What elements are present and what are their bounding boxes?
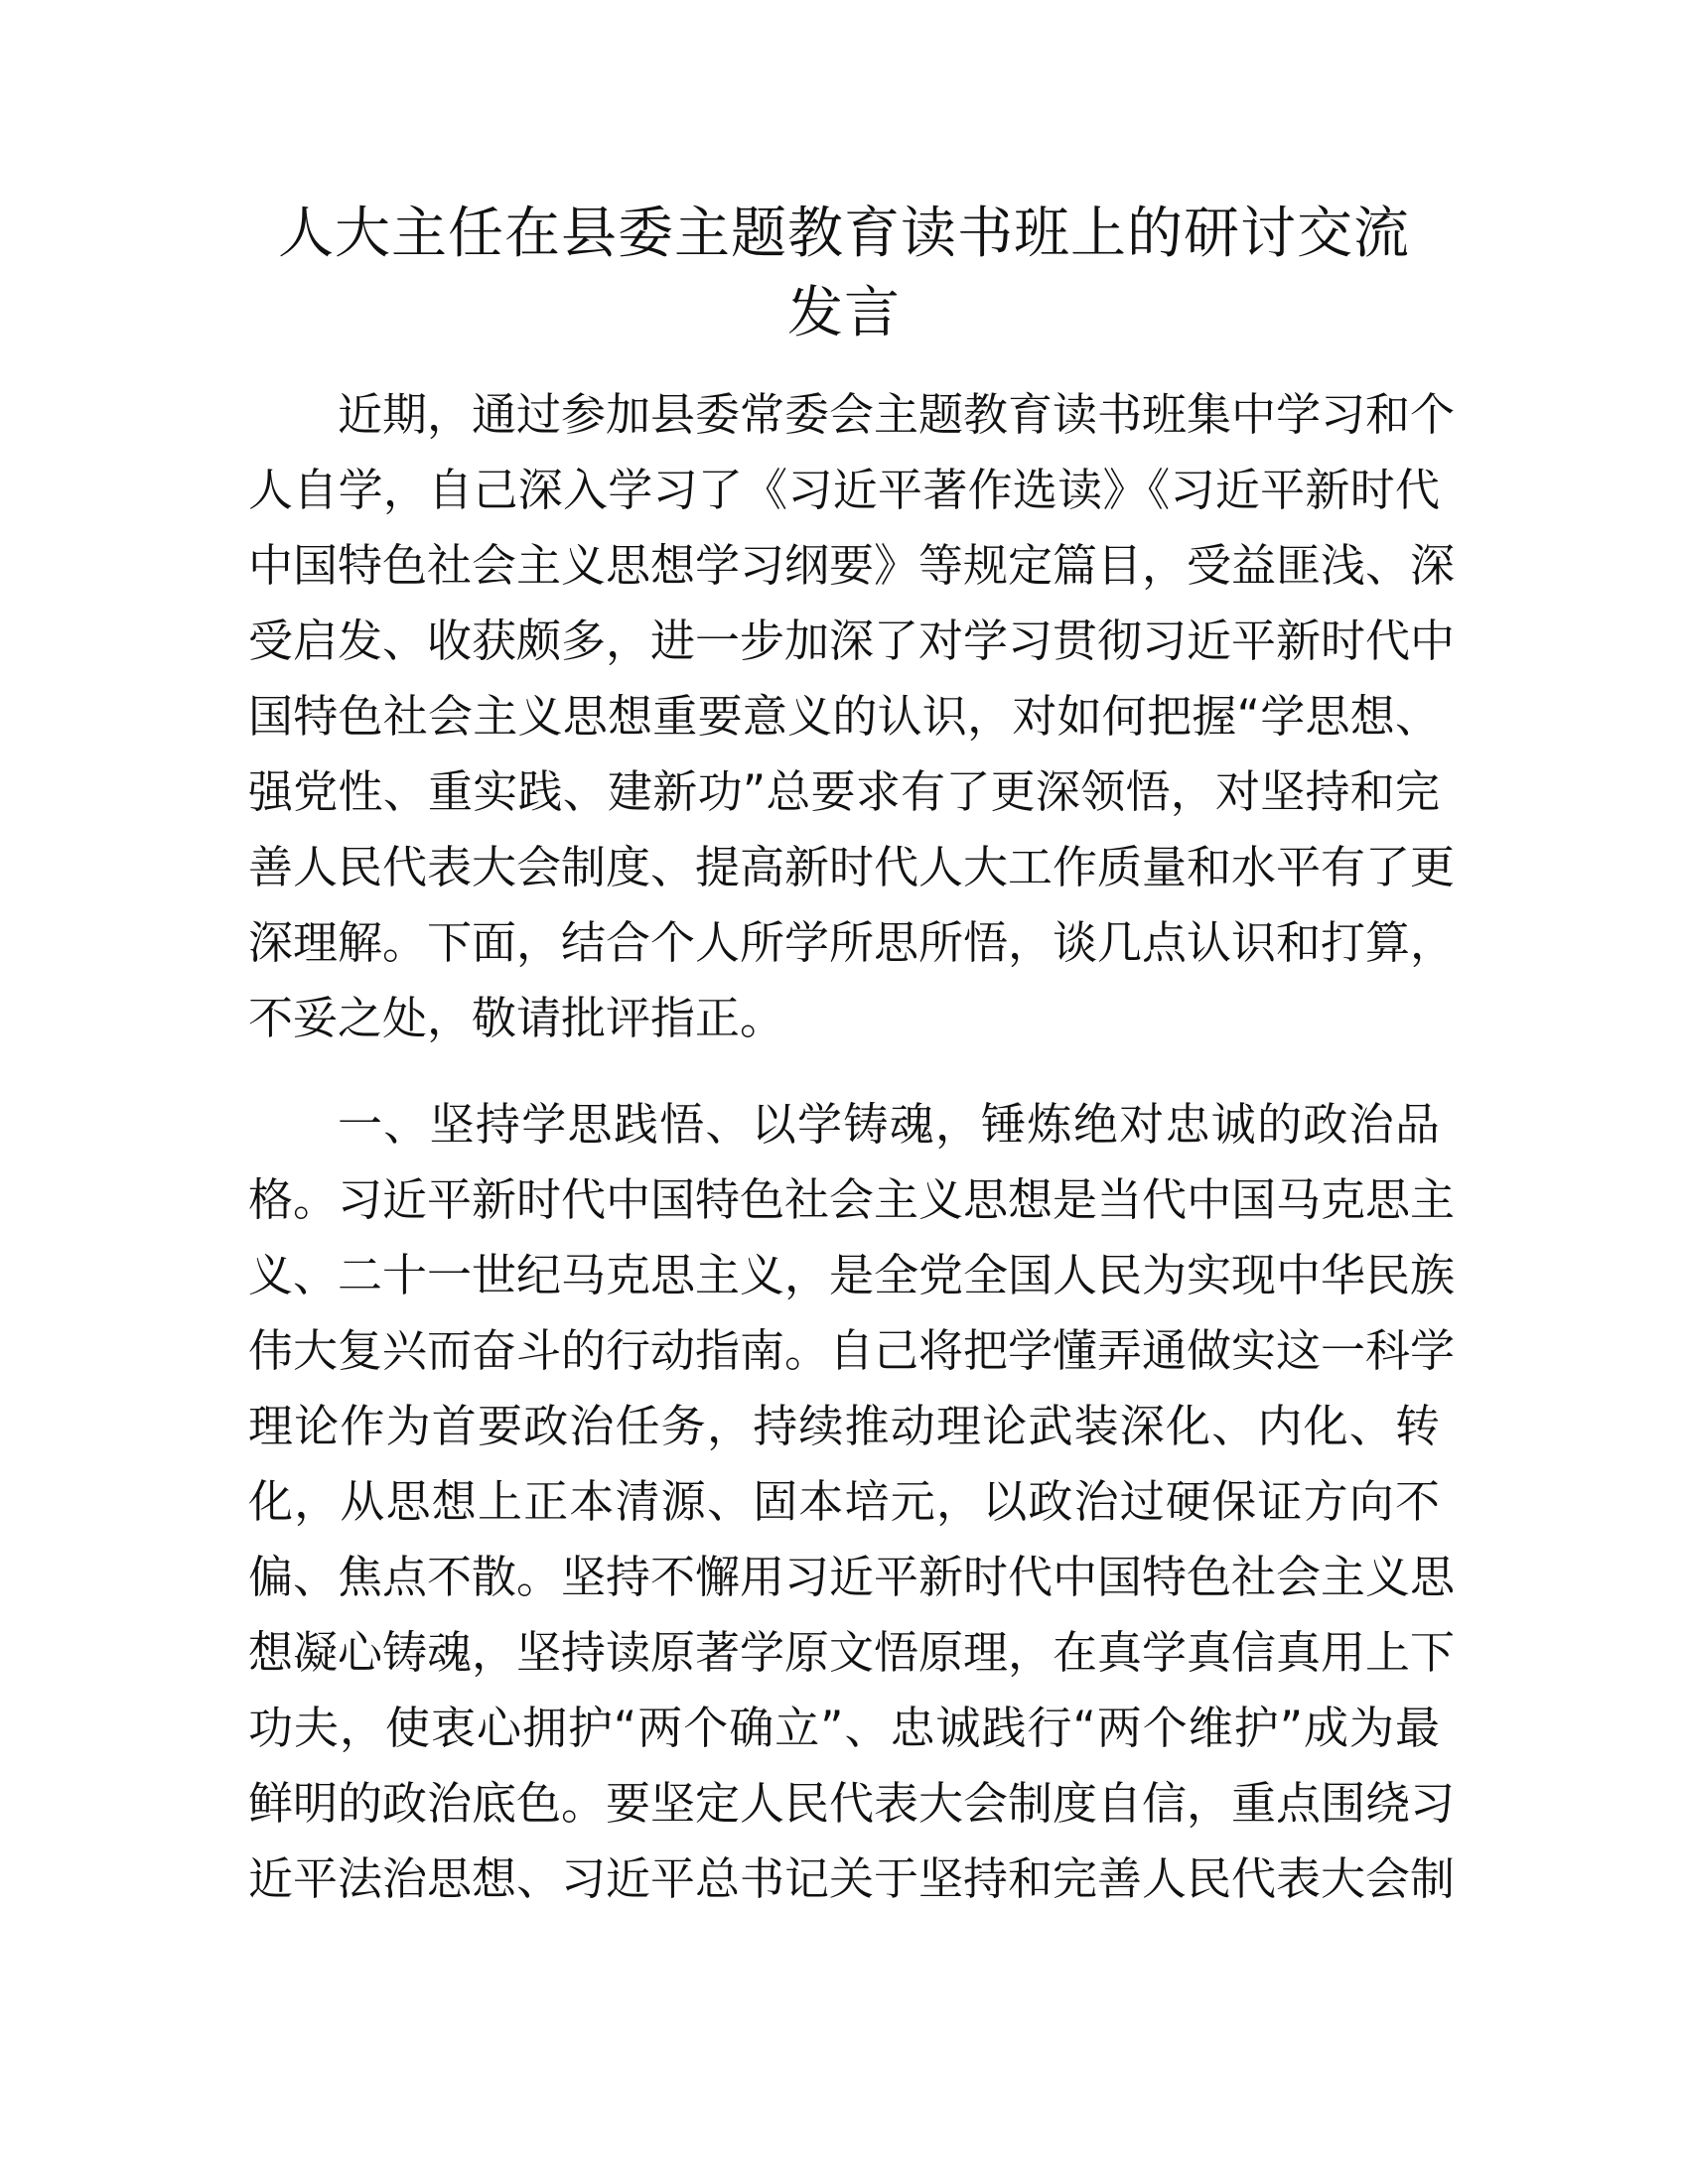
paragraph-line: 一、坚持学思践悟、以学铸魂，锤炼绝对忠诚的政治品: [338, 1098, 1440, 1151]
paragraph-line: 功夫，使衷心拥护“两个确立”、忠诚践行“两个维护”成为最: [248, 1702, 1440, 1754]
paragraph-line: 善人民代表大会制度、提高新时代人大工作质量和水平有了更: [248, 841, 1456, 893]
paragraph-line: 理论作为首要政治任务，持续推动理论武装深化、内化、转: [248, 1400, 1440, 1452]
paragraph-line: 受启发、收获颇多，进一步加深了对学习贯彻习近平新时代中: [248, 614, 1456, 667]
paragraph-line: 不妥之处，敬请批评指正。: [248, 992, 785, 1044]
title-line-1: 人大主任在县委主题教育读书班上的研讨交流: [278, 202, 1410, 266]
paragraph-line: 格。习近平新时代中国特色社会主义思想是当代中国马克思主: [248, 1173, 1456, 1226]
paragraph-line: 近平法治思想、习近平总书记关于坚持和完善人民代表大会制: [248, 1852, 1456, 1905]
paragraph-line: 想凝心铸魂，坚持读原著学原文悟原理，在真学真信真用上下: [248, 1626, 1456, 1679]
paragraph-line: 近期，通过参加县委常委会主题教育读书班集中学习和个: [338, 388, 1456, 441]
paragraph-line: 义、二十一世纪马克思主义，是全党全国人民为实现中华民族: [248, 1249, 1456, 1301]
paragraph-line: 深理解。下面，结合个人所学所思所悟，谈几点认识和打算，: [248, 916, 1456, 969]
paragraph-line: 鲜明的政治底色。要坚定人民代表大会制度自信，重点围绕习: [248, 1777, 1456, 1830]
paragraph-line: 偏、焦点不散。坚持不懈用习近平新时代中国特色社会主义思: [248, 1551, 1456, 1603]
paragraph-section-one: [248, 1087, 1456, 1917]
paragraph-intro: [248, 377, 1456, 1056]
paragraph-line: 伟大复兴而奋斗的行动指南。自己将把学懂弄通做实这一科学: [248, 1324, 1456, 1377]
paragraph-line: 国特色社会主义思想重要意义的认识，对如何把握“学思想、: [248, 690, 1440, 743]
paragraph-line: 人自学，自己深入学习了《习近平著作选读》《习近平新时代: [248, 464, 1440, 516]
paragraph-line: 强党性、重实践、建新功”总要求有了更深领悟，对坚持和完: [248, 765, 1440, 818]
paragraph-line: 化，从思想上正本清源、固本培元，以政治过硬保证方向不: [248, 1475, 1440, 1528]
document-title: [248, 195, 1440, 353]
title-line-2: 发言: [787, 281, 901, 345]
paragraph-line: 中国特色社会主义思想学习纲要》等规定篇目，受益匪浅、深: [248, 539, 1456, 592]
